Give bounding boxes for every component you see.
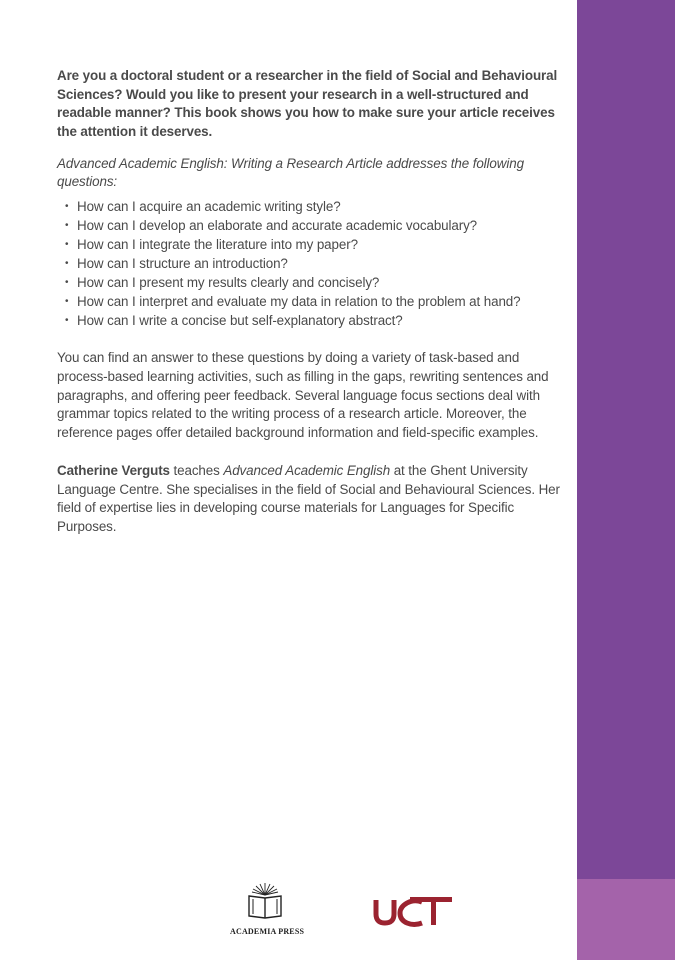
bullet: • (65, 239, 69, 251)
questions-lead (57, 155, 567, 191)
bullet: • (65, 258, 69, 270)
list-item (65, 273, 567, 292)
bio-text-1: teaches (169, 462, 224, 478)
question-text: How can I present my results clearly and concisely? (77, 275, 380, 291)
question-text: How can I acquire an academic writing style? (77, 199, 341, 215)
list-item (65, 216, 567, 235)
author-bio (57, 462, 567, 537)
question-text: How can I structure an introduction? (77, 256, 288, 272)
intro-paragraph: Are you a doctoral student or a researcher in the field of Social and Behavioural Sciences? Would you like to present your research in a well-structured and readable manner? This book shows you how to make sure your article receives the attention it deserves. (57, 68, 558, 139)
list-item (65, 311, 567, 330)
course-name: Advanced Academic English (223, 462, 391, 478)
bullet: • (65, 201, 69, 213)
bullet: • (65, 277, 69, 289)
open-book-icon (245, 880, 285, 920)
back-cover-text (57, 67, 567, 537)
list-item (65, 292, 567, 311)
ucts-logo (370, 894, 454, 928)
light-purple-band-bottom (577, 879, 675, 960)
bullet: • (65, 296, 69, 308)
question-text: How can I integrate the literature into my paper? (77, 237, 358, 253)
purple-side-band (577, 0, 675, 960)
question-text: How can I interpret and evaluate my data in relation to the problem at hand? (77, 294, 521, 310)
book-title: Advanced Academic English: Writing a Research Article (57, 156, 383, 172)
logo-row (230, 880, 470, 950)
question-text: How can I develop an elaborate and accurate academic vocabulary? (77, 218, 478, 234)
list-item (65, 197, 567, 216)
bullet: • (65, 315, 69, 327)
questions-list (57, 197, 567, 330)
list-item (65, 254, 567, 273)
publisher-name: ACADEMIA PRESS (230, 927, 305, 936)
bio-text-2: at the Ghent University Language Centre. She specialises in the field of Social and Behavioural Sciences. Her field of expertise lies in developing course materials for Languages for Specific Purposes. (57, 462, 560, 534)
lead-rest: addresses the following questions: (57, 156, 524, 190)
activities-paragraph: You can find an answer to these questions by doing a variety of task-based and process-based learning activities, such as filling in the gaps, rewriting sentences and paragraphs, and offering peer feedback. Several language focus sections deal with grammar topics related to the writing process of a research article. Moreover, the reference pages offer detailed background information and field-specific examples. (57, 350, 549, 441)
bullet: • (65, 220, 69, 232)
author-name: Catherine Verguts (57, 462, 170, 478)
question-text: How can I write a concise but self-explanatory abstract? (77, 313, 403, 329)
academia-press-logo (230, 880, 305, 936)
list-item (65, 235, 567, 254)
